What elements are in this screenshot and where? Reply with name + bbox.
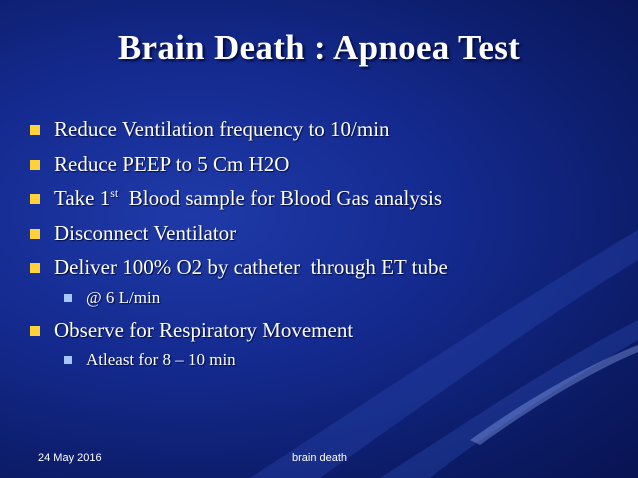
bullet-item (30, 116, 620, 143)
bullet-square-icon (30, 263, 40, 273)
bullet-list (30, 116, 620, 379)
bullet-square-icon (30, 160, 40, 170)
bullet-item (30, 220, 620, 247)
sub-bullet-square-icon (64, 356, 72, 364)
sub-bullet-item (30, 287, 620, 309)
bullet-square-icon (30, 229, 40, 239)
sub-bullet-square-icon (64, 294, 72, 302)
bullet-text: Reduce PEEP to 5 Cm H2O (54, 151, 290, 176)
bullet-text-superscript: st (110, 186, 119, 200)
sub-bullet-text: Atleast for 8 – 10 min (86, 350, 236, 369)
bullet-item (30, 254, 620, 281)
slide-title: Brain Death : Apnoea Test (117, 28, 521, 67)
sub-bullet-item (30, 349, 620, 371)
bullet-item (30, 317, 620, 344)
footer-title: brain death (292, 452, 348, 464)
footer-date: 24 May 2016 (38, 452, 102, 464)
sub-bullet-text: @ 6 L/min (86, 287, 161, 307)
bullet-text: Reduce Ventilation frequency to 10/min (54, 117, 390, 141)
bullet-square-icon (30, 194, 40, 204)
bullet-item (30, 185, 620, 212)
bullet-square-icon (30, 125, 40, 135)
bullet-text-pre: Take 1 (54, 186, 111, 210)
bullet-text: Deliver 100% O2 by catheter through ET tube (54, 255, 448, 279)
bullet-text-post: Blood sample for Blood Gas analysis (118, 186, 442, 210)
bullet-text: Observe for Respiratory Movement (54, 317, 354, 342)
bullet-text: Disconnect Ventilator (54, 220, 237, 245)
bullet-square-icon (30, 326, 40, 336)
bullet-item (30, 151, 620, 178)
